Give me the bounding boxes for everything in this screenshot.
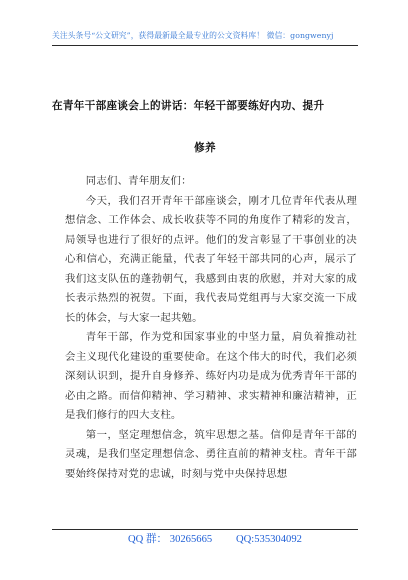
salutation: 同志们、青年朋友们： [85,175,192,187]
document-body [65,172,357,484]
paragraph: 第一，坚定理想信念，筑牢思想之基。信仰是青年干部的灵魂，是我们坚定理想信念、勇往直前的精神支柱。青年干部要始终保持对党的忠诚，时刻与党中央保持思想 [65,428,357,480]
paragraph: 今天，我们召开青年干部座谈会，刚才几位青年代表从理想信念、工作体会、成长收获等不同的角度作了精彩的发言，局领导也进行了很好的点评。他们的发言彰显了干事创业的决心和信心，充满正能量，代表了年轻干部共同的心声，展示了我们这支队伍的蓬勃朝气，我感到由衷的欣慰，并对大家的成长表示热烈的祝贺。下面，我代表局党组再与大家交流一下成长的体会，与大家一起共勉。 [65,194,357,324]
footer-qq-contact: QQ:535304092 [236,534,302,545]
paragraph: 青年干部，作为党和国家事业的中坚力量，肩负着推动社会主义现代化建设的重要使命。在这个伟大的时代，我们必须深刻认识到，提升自身修养、练好内功是成为优秀青年干部的必由之路。而信仰精神、学习精神、求实精神和廉洁精神，正是我们修行的四大支柱。 [65,331,357,421]
header-notice: 关注头条号“公文研究”，获得最新最全最专业的公文资料库！ 微信：gongwenyj [52,31,334,40]
title-line-2: 修养 [194,142,216,154]
title-line-1: 在青年干部座谈会上的讲话：年轻干部要练好内功、提升 [52,100,325,112]
header-divider [52,45,358,46]
footer-divider [52,529,358,530]
footer-qq-group: QQ 群： 30265665 [128,534,213,545]
document-title [52,92,358,162]
